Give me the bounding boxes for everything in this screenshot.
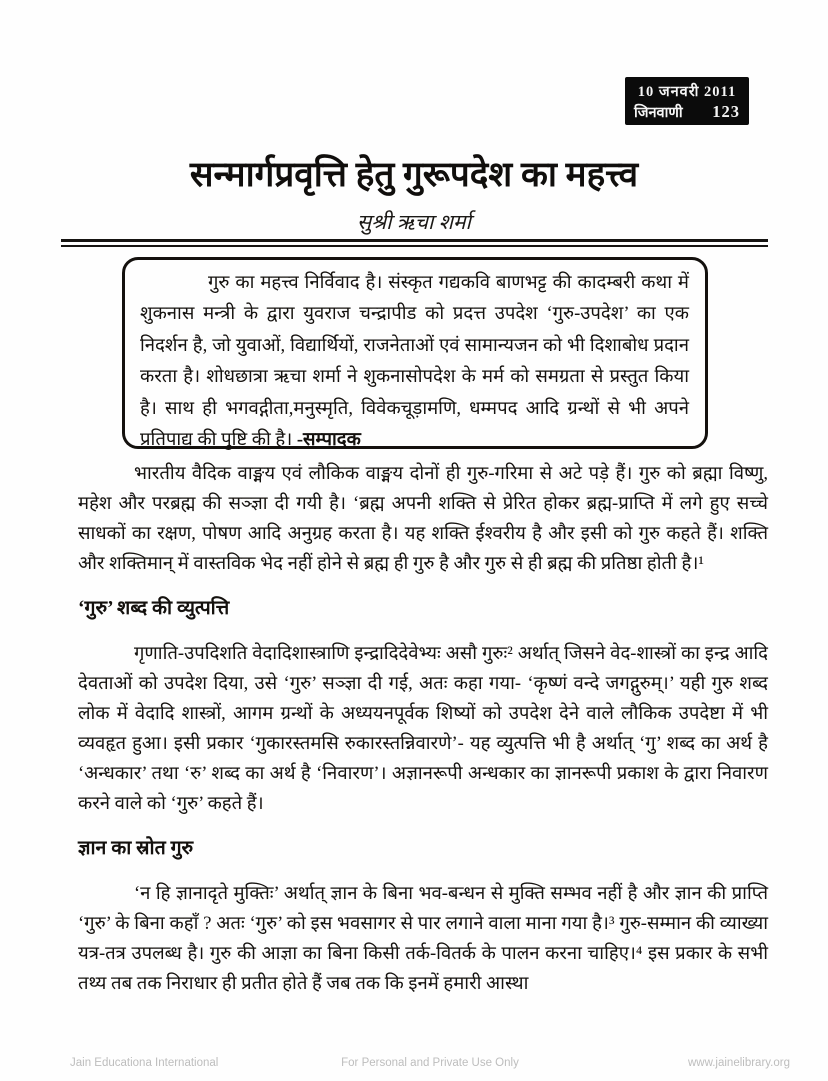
footer-publisher: Jain Educationa International	[70, 1057, 219, 1069]
abstract-paragraph	[140, 268, 689, 456]
article-body	[78, 459, 768, 999]
page-footer	[0, 1057, 828, 1069]
section-heading-guru-etymology: ‘गुरु’ शब्द की व्युत्पत्ति	[78, 598, 230, 619]
body-paragraph-2: गृणाति-उपदिशति वेदादिशास्त्राणि इन्द्रादिदेवेभ्यः असौ गुरुः² अर्थात् जिसने वेद-शास्त्रों का इन्द्र आदि देवताओं को उपदेश दिया, उसे ‘गुरु’ सञ्ज्ञा दी गई, अतः कहा गया- ‘कृष्णं वन्दे जगद्गुरुम्।’ यही गुरु शब्द लोक में वेदादि शास्त्रों, आगम ग्रन्थों के अध्ययनपूर्वक शिष्यों को उपदेश देने वाले लौकिक उपदेष्टा में भी व्यवहृत हुआ। इसी प्रकार ‘गुकारस्तमसि रुकारस्तन्निवारणे’- यह व्युत्पत्ति भी है अर्थात् ‘गु’ शब्द का अर्थ है ‘अन्धकार’ तथा ‘रु’ शब्द का अर्थ है ‘निवारण’। अज्ञानरूपी अन्धकार का ज्ञानरूपी प्रकाश के द्वारा निवारण करने वाले को ‘गुरु’ कहते हैं।	[78, 644, 768, 814]
double-rule-divider	[61, 239, 768, 247]
abstract-signature: -सम्पादक	[296, 430, 361, 451]
masthead-box	[625, 77, 749, 125]
masthead-page-number: 123	[712, 102, 740, 121]
section-heading-gyan-source: ज्ञान का स्रोत गुरु	[78, 838, 194, 859]
masthead-journal-name: जिनवाणी	[634, 105, 683, 121]
abstract-box	[122, 257, 708, 449]
masthead-date: 10 जनवरी 2011	[637, 84, 737, 100]
masthead-journal-line	[634, 102, 740, 122]
footer-usage-notice: For Personal and Private Use Only	[341, 1057, 519, 1069]
body-paragraph-3: ‘न हि ज्ञानादृते मुक्तिः’ अर्थात् ज्ञान के बिना भव-बन्धन से मुक्ति सम्भव नहीं है और ज्ञान की प्राप्ति ‘गुरु’ के बिना कहाँ ? अतः ‘गुरु’ को इस भवसागर से पार लगाने वाला माना गया है।³ गुरु-सम्मान की व्याख्या यत्र-तत्र उपलब्ध है। गुरु की आज्ञा का बिना किसी तर्क-वितर्क के पालन करना चाहिए।⁴ इस प्रकार के सभी तथ्य तब तक निराधार ही प्रतीत होते हैं जब तक कि इनमें हमारी आस्था	[78, 884, 768, 994]
article-author: सुश्री ऋचा शर्मा	[357, 210, 471, 234]
body-paragraph-1: भारतीय वैदिक वाङ्मय एवं लौकिक वाङ्मय दोनों ही गुरु-गरिमा से अटे पड़े हैं। गुरु को ब्रह्मा विष्णु, महेश और परब्रह्म की सञ्ज्ञा दी गयी है। ‘ब्रह्म अपनी शक्ति से प्रेरित होकर ब्रह्म-प्राप्ति में लगे हुए सच्चे साधकों का रक्षण, पोषण आदि अनुग्रह करता है। यह शक्ति ईश्वरीय है और इसी को गुरु कहते हैं। शक्ति और शक्तिमान् में वास्तविक भेद नहीं होने से ब्रह्म ही गुरु है और गुरु से ही ब्रह्म की प्रतिष्ठा होती है।¹	[78, 464, 768, 574]
abstract-text: गुरु का महत्त्व निर्विवाद है। संस्कृत गद्यकवि बाणभट्ट की कादम्बरी कथा में शुकनास मन्त्री के द्वारा युवराज चन्द्रापीड को प्रदत्त उपदेश ‘गुरु-उपदेश’ का एक निदर्शन है, जो युवाओं, विद्यार्थियों, राजनेताओं एवं सामान्यजन को भी दिशाबोध प्रदान करता है। शोधछात्रा ऋचा शर्मा ने शुकनासोपदेश के मर्म को समग्रता से प्रस्तुत किया है। साथ ही भगवद्गीता,मनुस्मृति, विवेकचूड़ामणि, धम्मपद आदि ग्रन्थों से भी अपने प्रतिपाद्य की पुष्टि की है।	[140, 273, 689, 451]
footer-website: www.jainelibrary.org	[687, 1057, 790, 1069]
article-title: सन्मार्गप्रवृत्ति हेतु गुरूपदेश का महत्त्व	[189, 155, 639, 194]
